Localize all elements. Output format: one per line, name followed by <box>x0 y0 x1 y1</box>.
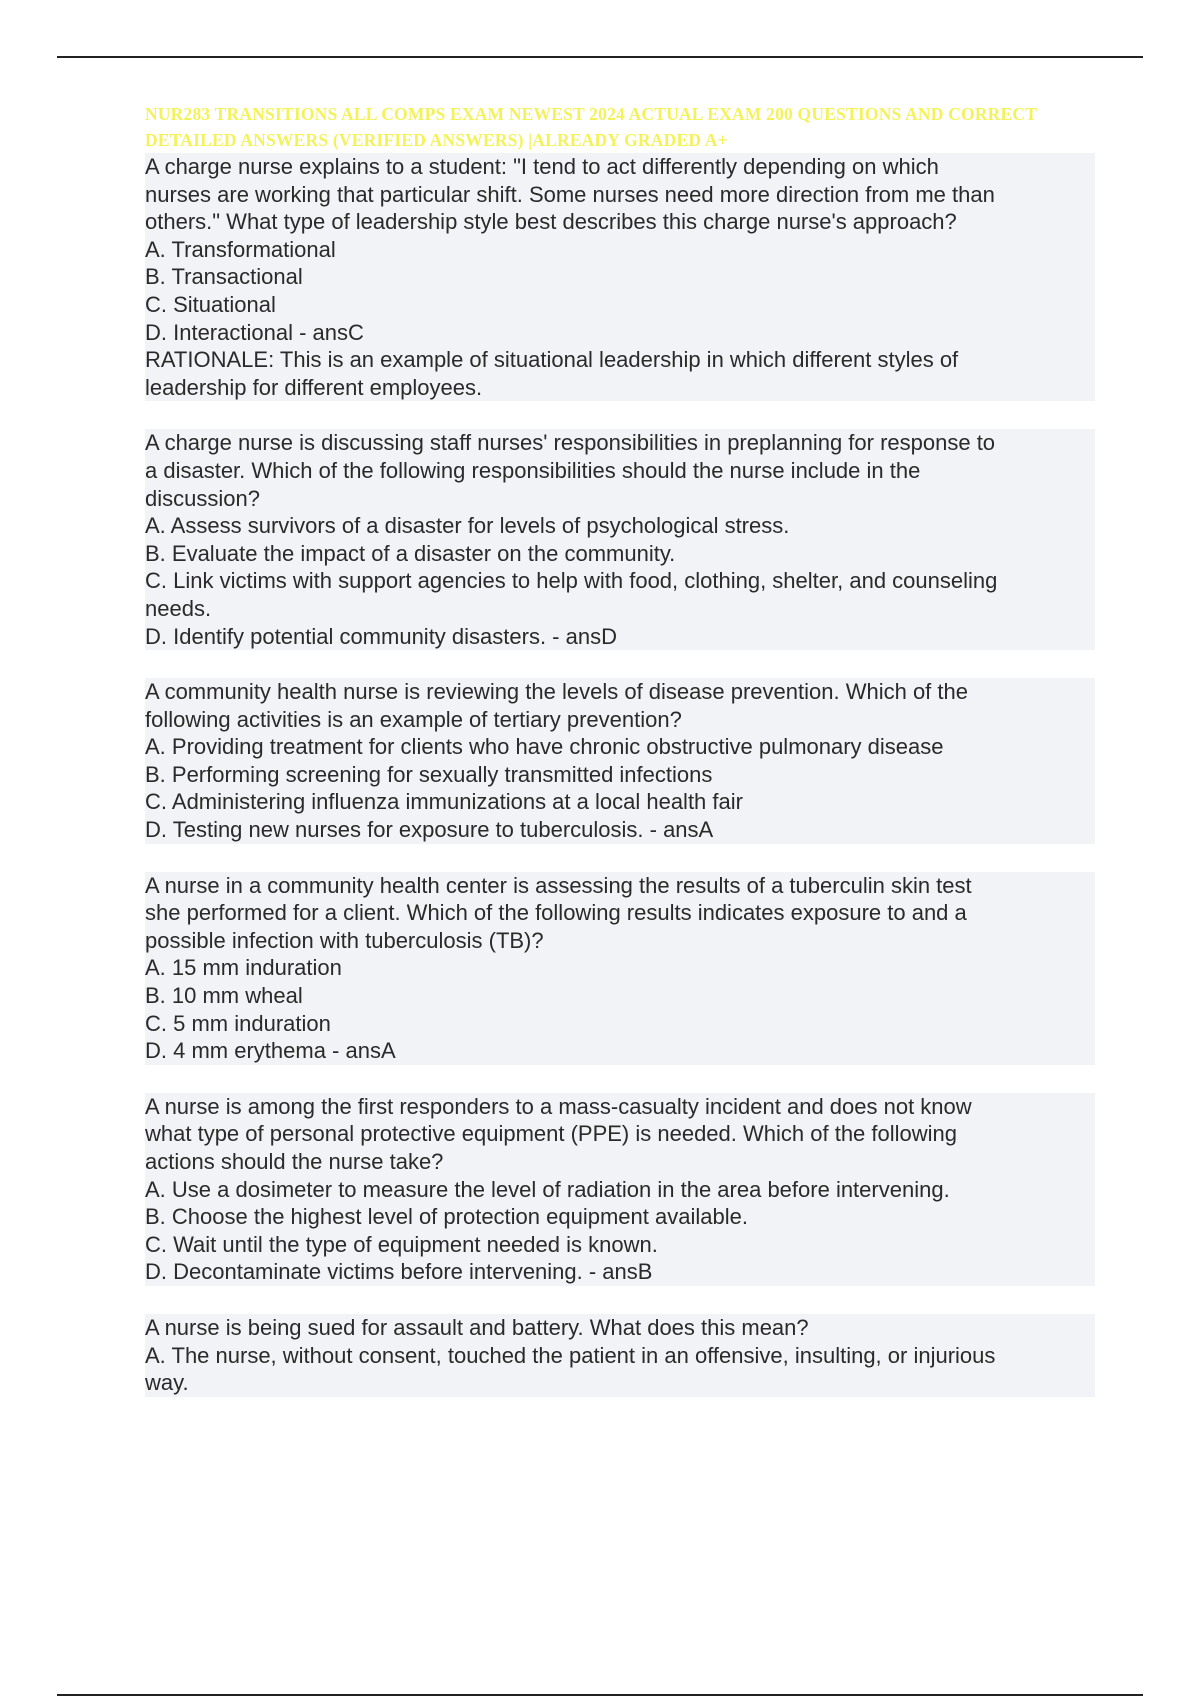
question-line: A charge nurse explains to a student: "I tend to act differently depending on which <box>145 153 1095 181</box>
question-line: D. Decontaminate victims before intervening. - ansB <box>145 1258 1095 1286</box>
question-line: actions should the nurse take? <box>145 1148 1095 1176</box>
question-block <box>145 153 1095 401</box>
question-line: D. Interactional - ansC <box>145 319 1095 347</box>
question-line: B. 10 mm wheal <box>145 982 1095 1010</box>
question-line: C. 5 mm induration <box>145 1010 1095 1038</box>
question-line: RATIONALE: This is an example of situational leadership in which different styles of <box>145 346 1095 374</box>
question-line: discussion? <box>145 485 1095 513</box>
question-block <box>145 1314 1095 1397</box>
question-block <box>145 872 1095 1065</box>
question-line: B. Evaluate the impact of a disaster on the community. <box>145 540 1095 568</box>
document-content <box>145 101 1095 1425</box>
question-line: C. Situational <box>145 291 1095 319</box>
question-line: leadership for different employees. <box>145 374 1095 402</box>
question-line: A nurse is among the first responders to a mass-casualty incident and does not know <box>145 1093 1095 1121</box>
question-line: she performed for a client. Which of the following results indicates exposure to and a <box>145 899 1095 927</box>
question-line: A. Providing treatment for clients who have chronic obstructive pulmonary disease <box>145 733 1095 761</box>
question-line: C. Administering influenza immunizations at a local health fair <box>145 788 1095 816</box>
top-rule <box>57 56 1143 58</box>
question-line: B. Transactional <box>145 263 1095 291</box>
question-line: A nurse is being sued for assault and battery. What does this mean? <box>145 1314 1095 1342</box>
question-block <box>145 429 1095 650</box>
question-line: way. <box>145 1369 1095 1397</box>
question-line: D. Identify potential community disasters. - ansD <box>145 623 1095 651</box>
question-line: A. Use a dosimeter to measure the level of radiation in the area before intervening. <box>145 1176 1095 1204</box>
question-line: A community health nurse is reviewing the levels of disease prevention. Which of the <box>145 678 1095 706</box>
question-line: a disaster. Which of the following responsibilities should the nurse include in the <box>145 457 1095 485</box>
bottom-rule <box>57 1694 1143 1696</box>
question-line: A. Assess survivors of a disaster for levels of psychological stress. <box>145 512 1095 540</box>
document-title: NUR283 TRANSITIONS ALL COMPS EXAM NEWEST 2024 ACTUAL EXAM 200 QUESTIONS AND CORRECT DETAILED ANSWERS (VERIFIED ANSWERS) |ALREADY GRADED A+ <box>145 104 1037 150</box>
question-line: A. 15 mm induration <box>145 954 1095 982</box>
question-line: A nurse in a community health center is assessing the results of a tuberculin skin test <box>145 872 1095 900</box>
question-line: others." What type of leadership style best describes this charge nurse's approach? <box>145 208 1095 236</box>
question-line: A. The nurse, without consent, touched the patient in an offensive, insulting, or injurious <box>145 1342 1095 1370</box>
question-line: C. Link victims with support agencies to help with food, clothing, shelter, and counseling <box>145 567 1095 595</box>
question-line: D. 4 mm erythema - ansA <box>145 1037 1095 1065</box>
question-line: B. Choose the highest level of protection equipment available. <box>145 1203 1095 1231</box>
question-line: A charge nurse is discussing staff nurses' responsibilities in preplanning for response to <box>145 429 1095 457</box>
question-line: C. Wait until the type of equipment needed is known. <box>145 1231 1095 1259</box>
question-line: needs. <box>145 595 1095 623</box>
question-line: A. Transformational <box>145 236 1095 264</box>
question-list <box>145 153 1095 1397</box>
question-line: B. Performing screening for sexually transmitted infections <box>145 761 1095 789</box>
question-block <box>145 1093 1095 1286</box>
question-line: nurses are working that particular shift. Some nurses need more direction from me than <box>145 181 1095 209</box>
question-line: possible infection with tuberculosis (TB)? <box>145 927 1095 955</box>
question-line: what type of personal protective equipment (PPE) is needed. Which of the following <box>145 1120 1095 1148</box>
question-block <box>145 678 1095 844</box>
question-line: following activities is an example of tertiary prevention? <box>145 706 1095 734</box>
question-line: D. Testing new nurses for exposure to tuberculosis. - ansA <box>145 816 1095 844</box>
